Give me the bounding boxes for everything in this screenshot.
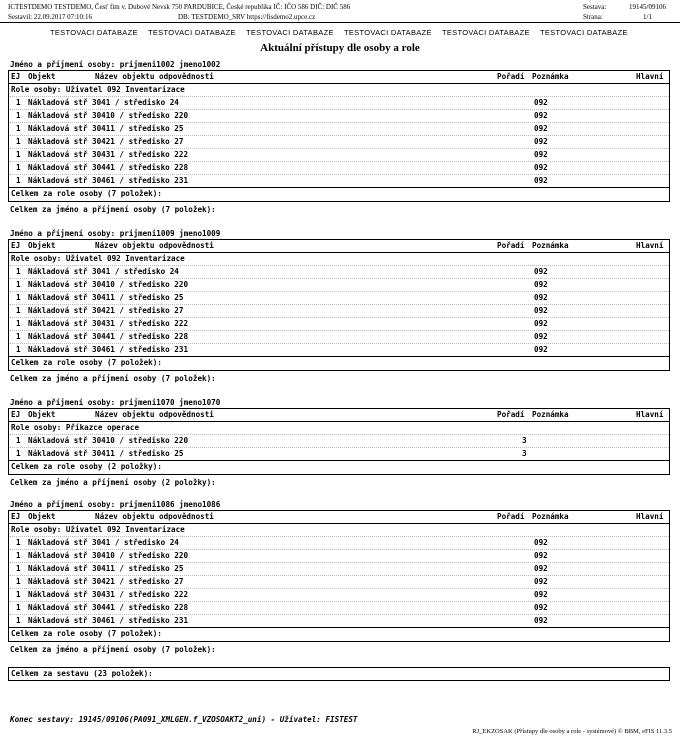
person-heading: Jméno a příjmení osoby: prijmeni1070 jmeno1070 [10,398,221,407]
col-objekt: Objekt [28,512,56,521]
row-ej: 1 [16,98,21,107]
row-ej: 1 [16,538,21,547]
row-ej: 1 [16,564,21,573]
row-object-name: Nákladová stř 30410 / středisko 220 [28,436,189,445]
col-poznamka: Poznámka [532,72,569,81]
end-note: Konec sestavy: 19145/09106(PA091_XMLGEN.f_VZOSOAKT2_uni) - Uživatel: FISTEST [10,715,358,724]
row-object-name: Nákladová stř 30410 / středisko 220 [28,280,189,289]
row-rule [9,601,669,602]
row-object-name: Nákladová stř 30421 / středisko 27 [28,306,184,315]
row-object-name: Nákladová stř 30431 / středisko 222 [28,590,189,599]
row-rule [9,122,669,123]
footer-copyright: RJ_EKZOSAK (Přístupy dle osoby a role - systémové) © BBM, eFIS 11.3.5 [472,728,672,735]
role-heading: Role osoby: Příkazce operace [11,423,140,432]
row-value: 3 [522,436,527,445]
row-object-name: Nákladová stř 30421 / středisko 27 [28,137,184,146]
row-value: 092 [534,98,548,107]
row-ej: 1 [16,551,21,560]
watermark [50,28,638,37]
row-ej: 1 [16,449,21,458]
row-rule [9,304,669,305]
person-heading: Jméno a příjmení osoby: prijmeni1009 jmeno1009 [10,229,221,238]
row-value: 092 [534,538,548,547]
watermark-text: TESTOVACI DATABAZE [50,28,138,37]
row-rule [9,575,669,576]
role-total-rule [8,460,670,461]
person-total: Celkem za jméno a příjmení osoby (7 položek): [10,374,216,383]
row-value: 092 [534,150,548,159]
col-objekt: Objekt [28,72,56,81]
header-company: ICTESTDEMO TESTDEMO, Česť fim v. Dubové Nevsk 750 PARDUBICE, České republika IČ: IČO 586 DIČ: DIČ 586 [8,3,351,11]
row-object-name: Nákladová stř 3041 / středisko 24 [28,98,179,107]
grand-total: Celkem za sestavu (23 položek): [11,669,153,678]
row-object-name: Nákladová stř 30441 / středisko 228 [28,163,189,172]
col-ej: EJ [11,410,21,419]
row-value: 092 [534,176,548,185]
row-ej: 1 [16,436,21,445]
header-strana-value: 1/1 [643,13,652,21]
row-rule [9,96,669,97]
header-rule [8,523,670,524]
col-nazev: Název objektu odpovědnosti [95,72,214,81]
header-strana-label: Strana: [583,13,603,21]
role-total: Celkem za role osoby (7 položek): [11,189,162,198]
row-value: 092 [534,616,548,625]
col-poznamka: Poznámka [532,512,569,521]
watermark-text: TESTOVACI DATABAZE [148,28,236,37]
row-rule [9,614,669,615]
row-object-name: Nákladová stř 30421 / středisko 27 [28,577,184,586]
row-object-name: Nákladová stř 30441 / středisko 228 [28,603,189,612]
row-value: 092 [534,577,548,586]
role-total-rule [8,627,670,628]
row-value: 092 [534,319,548,328]
row-value: 3 [522,449,527,458]
row-ej: 1 [16,111,21,120]
row-value: 092 [534,267,548,276]
row-rule [9,161,669,162]
row-value: 092 [534,590,548,599]
watermark-text: TESTOVACI DATABAZE [246,28,334,37]
row-object-name: Nákladová stř 30410 / středisko 220 [28,551,189,560]
col-objekt: Objekt [28,410,56,419]
row-ej: 1 [16,293,21,302]
row-object-name: Nákladová stř 30410 / středisko 220 [28,111,189,120]
col-poznamka: Poznámka [532,410,569,419]
watermark-text: TESTOVACI DATABAZE [344,28,432,37]
row-ej: 1 [16,150,21,159]
row-object-name: Nákladová stř 3041 / středisko 24 [28,267,179,276]
row-rule [9,434,669,435]
header-rule [8,252,670,253]
row-rule [9,588,669,589]
col-ej: EJ [11,512,21,521]
row-ej: 1 [16,319,21,328]
col-objekt: Objekt [28,241,56,250]
person-total: Celkem za jméno a příjmení osoby (7 položek): [10,205,216,214]
role-total-rule [8,187,670,188]
row-value: 092 [534,551,548,560]
row-rule [9,278,669,279]
row-rule [9,317,669,318]
col-poradi: Pořadí [497,512,525,521]
row-object-name: Nákladová stř 30461 / středisko 231 [28,176,189,185]
row-value: 092 [534,137,548,146]
row-value: 092 [534,124,548,133]
row-value: 092 [534,293,548,302]
person-total: Celkem za jméno a příjmení osoby (2 položky): [10,478,216,487]
row-rule [9,549,669,550]
col-hlavni: Hlavní [636,72,664,81]
col-nazev: Název objektu odpovědnosti [95,512,214,521]
row-value: 092 [534,163,548,172]
row-rule [9,135,669,136]
col-ej: EJ [11,241,21,250]
row-value: 092 [534,564,548,573]
header-rule [8,421,670,422]
row-rule [9,174,669,175]
person-total: Celkem za jméno a příjmení osoby (7 položek): [10,645,216,654]
role-heading: Role osoby: Uživatel 092 Inventarizace [11,254,185,263]
row-object-name: Nákladová stř 30411 / středisko 25 [28,564,184,573]
row-rule [9,343,669,344]
col-hlavni: Hlavní [636,410,664,419]
person-heading: Jméno a příjmení osoby: prijmeni1086 jmeno1086 [10,500,221,509]
col-poradi: Pořadí [497,72,525,81]
row-rule [9,330,669,331]
col-hlavni: Hlavní [636,512,664,521]
row-ej: 1 [16,267,21,276]
row-rule [9,291,669,292]
row-object-name: Nákladová stř 30431 / středisko 222 [28,319,189,328]
col-nazev: Název objektu odpovědnosti [95,241,214,250]
row-object-name: Nákladová stř 30411 / středisko 25 [28,293,184,302]
col-ej: EJ [11,72,21,81]
role-heading: Role osoby: Uživatel 092 Inventarizace [11,525,185,534]
row-ej: 1 [16,124,21,133]
row-ej: 1 [16,590,21,599]
row-value: 092 [534,345,548,354]
col-nazev: Název objektu odpovědnosti [95,410,214,419]
header-sestava-value: 19145/09106 [629,3,666,11]
role-total: Celkem za role osoby (7 položek): [11,629,162,638]
row-object-name: Nákladová stř 30461 / středisko 231 [28,616,189,625]
row-ej: 1 [16,577,21,586]
row-rule [9,109,669,110]
row-object-name: Nákladová stř 30411 / středisko 25 [28,449,184,458]
role-total-rule [8,356,670,357]
page-title: Aktuální přístupy dle osoby a role [260,42,420,54]
role-heading: Role osoby: Uživatel 092 Inventarizace [11,85,185,94]
row-ej: 1 [16,163,21,172]
row-object-name: Nákladová stř 30431 / středisko 222 [28,150,189,159]
watermark-text: TESTOVACI DATABAZE [540,28,628,37]
row-ej: 1 [16,603,21,612]
col-poradi: Pořadí [497,410,525,419]
role-total: Celkem za role osoby (7 položek): [11,358,162,367]
col-poznamka: Poznámka [532,241,569,250]
row-value: 092 [534,332,548,341]
role-total: Celkem za role osoby (2 položky): [11,462,162,471]
row-ej: 1 [16,616,21,625]
row-value: 092 [534,280,548,289]
header-divider [0,22,680,23]
row-rule [9,447,669,448]
col-hlavni: Hlavní [636,241,664,250]
person-heading: Jméno a příjmení osoby: prijmeni1002 jmeno1002 [10,60,221,69]
row-value: 092 [534,306,548,315]
col-poradi: Pořadí [497,241,525,250]
row-object-name: Nákladová stř 30411 / středisko 25 [28,124,184,133]
row-value: 092 [534,111,548,120]
header-db: DB: TESTDEMO_SRV https://fisdemo2.upce.cz [178,13,316,21]
row-object-name: Nákladová stř 3041 / středisko 24 [28,538,179,547]
row-ej: 1 [16,176,21,185]
row-ej: 1 [16,345,21,354]
row-object-name: Nákladová stř 30461 / středisko 231 [28,345,189,354]
row-rule [9,562,669,563]
row-value: 092 [534,603,548,612]
row-ej: 1 [16,280,21,289]
header-created: Sestavil: 22.09.2017 07:10:16 [8,13,92,21]
row-ej: 1 [16,332,21,341]
row-ej: 1 [16,137,21,146]
row-rule [9,265,669,266]
header-rule [8,83,670,84]
header-sestava-label: Sestava: [583,3,607,11]
row-object-name: Nákladová stř 30441 / středisko 228 [28,332,189,341]
row-rule [9,148,669,149]
watermark-text: TESTOVACI DATABAZE [442,28,530,37]
row-rule [9,536,669,537]
row-ej: 1 [16,306,21,315]
